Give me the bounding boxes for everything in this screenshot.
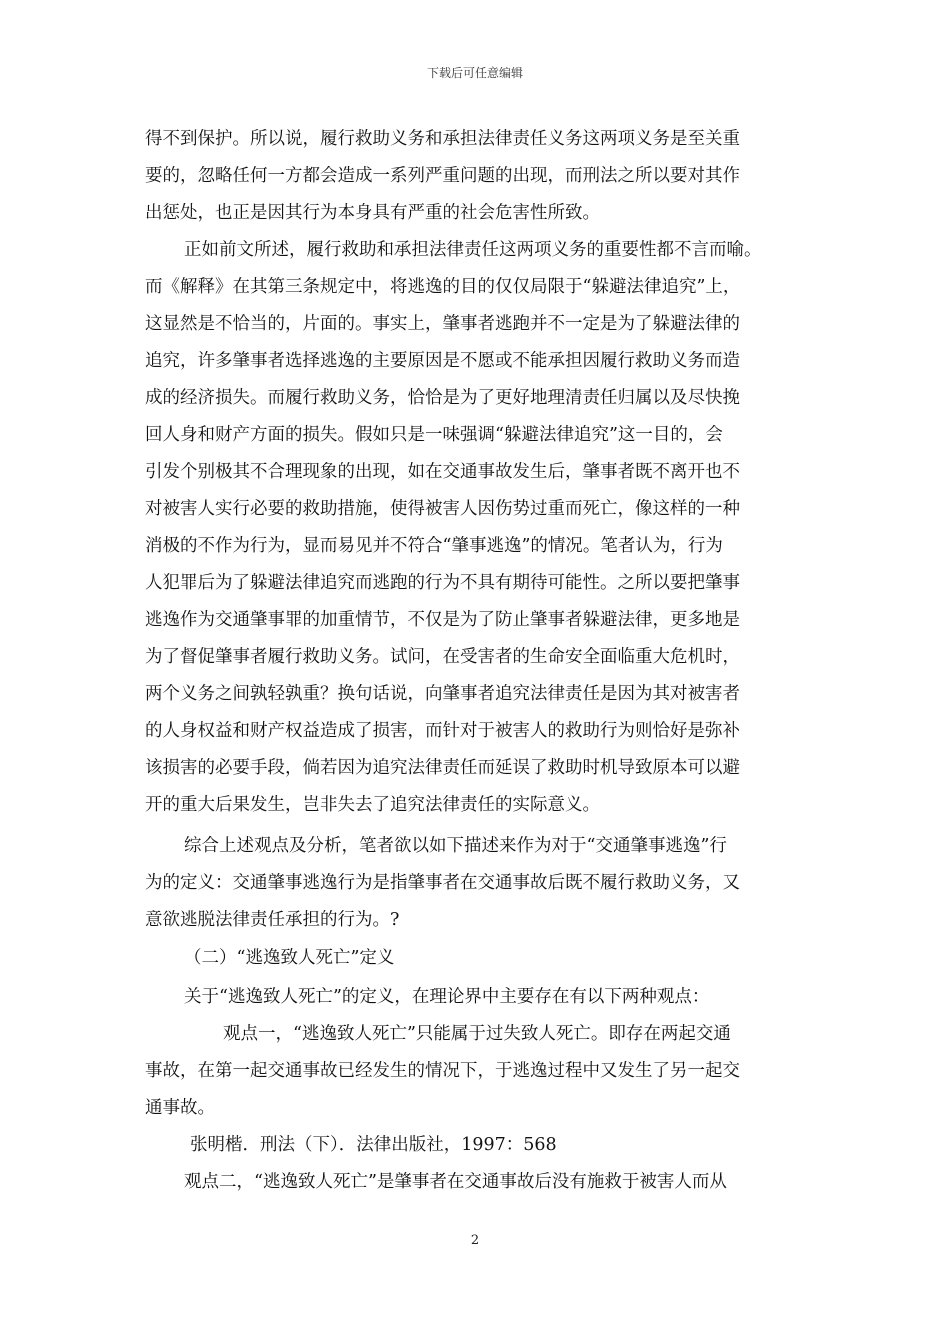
text-line: 回人身和财产方面的损失。假如只是一味强调“躲避法律追究”这一目的，会 <box>145 425 723 445</box>
text-line: 两个义务之间孰轻孰重？换句话说，向肇事者追究法律责任是因为其对被害者 <box>145 684 740 704</box>
footnote-citation: 张明楷．刑法（下）．法律出版社，1997：568 <box>190 1135 557 1155</box>
text-line: 对被害人实行必要的救助措施，使得被害人因伤势过重而死亡，像这样的一种 <box>145 499 740 519</box>
text-line: 通事故。 <box>145 1098 215 1118</box>
text-line: 观点一，“逃逸致人死亡”只能属于过失致人死亡。即存在两起交通 <box>223 1024 731 1044</box>
section-heading: （二）“逃逸致人死亡”定义 <box>184 948 395 968</box>
text-line: 综合上述观点及分析，笔者欲以如下描述来作为对于“交通肇事逃逸”行 <box>184 836 727 856</box>
text-line: 而《解释》在其第三条规定中，将逃逸的目的仅仅局限于“躲避法律追究”上， <box>145 277 741 297</box>
text-line: 的人身权益和财产权益造成了损害，而针对于被害人的救助行为则恰好是弥补 <box>145 721 740 741</box>
text-line: 消极的不作为行为，显而易见并不符合“肇事逃逸”的情况。笔者认为，行为 <box>145 536 723 556</box>
text-line: 人犯罪后为了躲避法律追究而逃跑的行为不具有期待可能性。之所以要把肇事 <box>145 573 740 593</box>
text-line: 这显然是不恰当的，片面的。事实上，肇事者逃跑并不一定是为了躲避法律的 <box>145 314 740 334</box>
text-line: 引发个别极其不合理现象的出现，如在交通事故发生后，肇事者既不离开也不 <box>145 462 740 482</box>
text-line: 该损害的必要手段，倘若因为追究法律责任而延误了救助时机导致原本可以避 <box>145 758 740 778</box>
text-line: 成的经济损失。而履行救助义务，恰恰是为了更好地理清责任归属以及尽快挽 <box>145 388 740 408</box>
text-line: 事故，在第一起交通事故已经发生的情况下，于逃逸过程中又发生了另一起交 <box>145 1061 740 1081</box>
text-line: 关于“逃逸致人死亡”的定义，在理论界中主要存在有以下两种观点： <box>184 987 710 1007</box>
text-line: 得不到保护。所以说，履行救助义务和承担法律责任义务这两项义务是至关重 <box>145 129 740 149</box>
text-line: 要的，忽略任何一方都会造成一系列严重问题的出现，而刑法之所以要对其作 <box>145 166 740 186</box>
text-line: 为了督促肇事者履行救助义务。试问，在受害者的生命安全面临重大危机时， <box>145 647 740 667</box>
text-line: 出惩处，也正是因其行为本身具有严重的社会危害性所致。 <box>145 203 600 223</box>
text-line: 逃逸作为交通肇事罪的加重情节，不仅是为了防止肇事者躲避法律，更多地是 <box>145 610 740 630</box>
text-line: 观点二，“逃逸致人死亡”是肇事者在交通事故后没有施救于被害人而从 <box>184 1172 727 1192</box>
text-line: 开的重大后果发生，岂非失去了追究法律责任的实际意义。 <box>145 795 600 815</box>
text-line: 追究，许多肇事者选择逃逸的主要原因是不愿或不能承担因履行救助义务而造 <box>145 351 740 371</box>
page-header: 下载后可任意编辑 <box>426 66 523 80</box>
text-line: 为的定义：交通肇事逃逸行为是指肇事者在交通事故后既不履行救助义务，又 <box>145 873 740 893</box>
page-number: 2 <box>470 1233 480 1248</box>
text-line: 意欲逃脱法律责任承担的行为。? <box>145 910 400 930</box>
text-line: 正如前文所述，履行救助和承担法律责任这两项义务的重要性都不言而喻。 <box>184 240 762 260</box>
